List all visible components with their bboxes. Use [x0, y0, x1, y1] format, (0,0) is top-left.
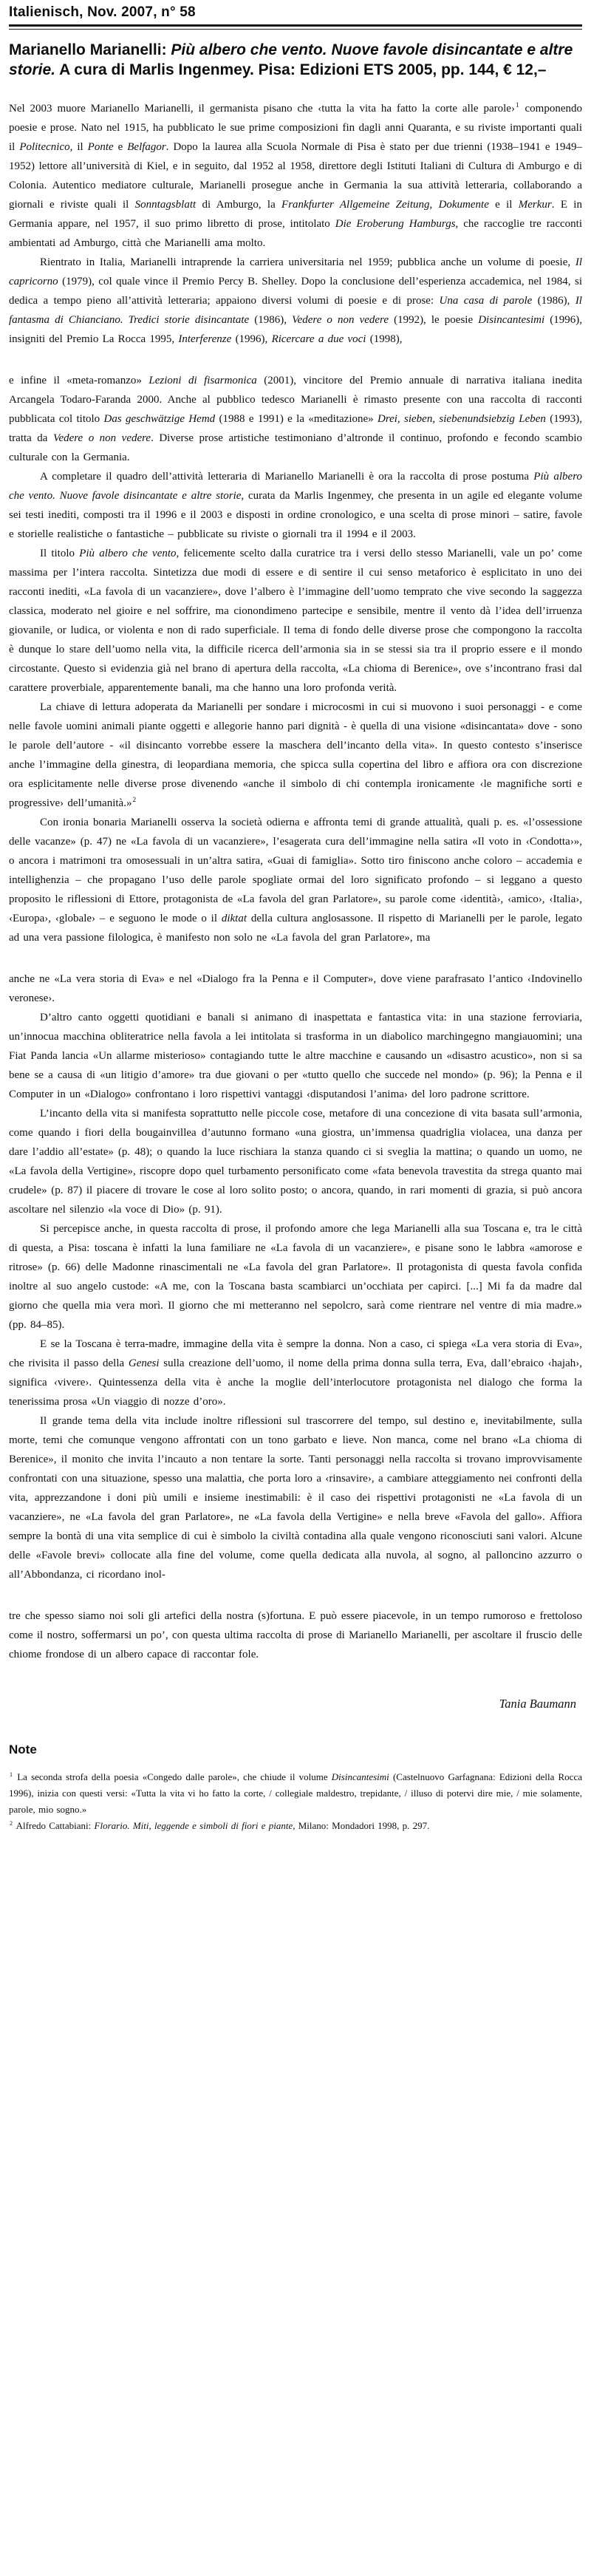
italic-text-run: Disincantesimi — [331, 1771, 389, 1782]
italic-text-run: Genesi — [128, 1357, 160, 1369]
paragraph — [9, 253, 582, 349]
text-run: Con ironia bonaria Marianelli osserva la società odierna e affronta temi di grande attualità, quali p. es. «l’ossessione delle vacanze» (p. 47) ne «La favola di un vacanziere», l’esagerata cura dell’immagine nella satira «Il voto in ‹Condotta›», o ancora i matrimoni tra omosessuali in un’altra satira, «Guai di famiglia». Sotto tiro finiscono anche coloro – accademia e intellighenzia – che propagano l’uso delle parole spogliate ormai del loro significato profondo – si leggano a questo proposito le riflessioni di Ettore, protagonista de «La favola del gran Parlatore», su parole come ‹identità›, ‹amico›, ‹Italia›, ‹Europa›, ‹globale› – e seguono le mode o il — [9, 817, 582, 924]
italic-text-run: Vedere o non vedere — [52, 432, 151, 444]
text-run: e — [113, 141, 128, 153]
text-run: . Dopo la laurea alla Scuola Normale di Pisa è stato per due trienni (1938–1941 e 1949–1952) lettore all’università di Kiel, e in seguito, dal 1952 al 1958, direttore degli Istituti Italiani di Cultura di Amburgo e di Colonia. Autentico mediatore culturale, Marianelli prosegue anche in Germania la sua attività letteraria, collaborando a giornali e riviste quali il — [9, 141, 582, 211]
footnotes — [9, 1769, 582, 1834]
italic-text-run: Lezioni di fisarmonica — [148, 375, 257, 386]
text-run: . E in Germania appare, nel 1957, il suo primo libretto di prose, intitolato — [9, 199, 582, 230]
text-run: , felicemente scelto dalla curatrice tra i versi dello stesso Marianelli, vale un po’ come massima per l’intera raccolta. Sintetizza due modi di essere e di sentire il cui senso metaforico è esplicitato in uno dei racconti inediti, «La favola di un vacanziere», dove l’albero è l’immagine dell’uomo temprato che vive secondo la saggezza classica, moderato nel gioire e nel soffrire, ma cionondimeno partecipe e sensibile, mentre il vento dà l’idea dell’irruenza giovanile, or ludica, or violenta e non di rado superficiale. Il tema di fondo delle diverse prose che compongono la raccolta è dunque lo stare dell’uomo nella vita, la difficile ricerca dell’armonia sia in se stessi sia tra il proprio essere e il mondo circostante. Questo si evidenzia già nel brano di apertura della raccolta, «La chioma di Berenice», ove s’incontrano frasi dal carattere proverbiale, apparentemente banali, ma che hanno una loro profonda verità. — [9, 548, 582, 694]
text-run: tre che spesso siamo noi soli gli artefici della nostra (s)fortuna. E può essere piacevole, in un tempo rumoroso e frettoloso come il nostro, soffermarsi un po’, con questa ultima raccolta di prose di Marianello Marianelli, per ascoltare il fruscio delle chiome frondose di un albero capace di raccontar fole. — [9, 1610, 582, 1660]
italic-text-run: Florario. Miti, leggende e simboli di fiori e piante — [94, 1820, 293, 1831]
italic-text-run: Più albero che vento. Nuove favole disincantate e altre storie — [9, 471, 582, 502]
text-run: L’incanto della vita si manifesta soprattutto nelle piccole cose, metafore di una concezione di vita basata sull’armonia, come quando i fiori della bougainvillea d’autunno formano «una giostra, un’immensa quadriglia violacea, una danza per dare l’addio all’estate» (p. 48); o quando la luce rischiara la stanza quando ci si sveglia la mattina; o quando un uomo, ne «La favola della Vertigine», riscopre dopo quel turbamento personificato come «fata benevola travestita da strega quanto mai crudele» (p. 87) il piacere di trovare le cose al loro solito posto; o ancora, quando, in rari momenti di grazia, si può ancora ascoltare nel silenzio «la voce di Dio» (p. 91). — [9, 1108, 582, 1216]
paragraph — [9, 1008, 582, 1104]
paragraph — [9, 1104, 582, 1219]
footnote-reference: 1 — [515, 102, 519, 109]
italic-text-run: Il fantasma di Chianciano. Tredici storie disincantate — [9, 295, 582, 326]
paragraph — [9, 698, 582, 813]
text-run: A completare il quadro dell’attività letteraria di Marianello Marianelli è ora la raccolta di prose postuma — [40, 471, 534, 483]
text-run: Il titolo — [40, 548, 80, 559]
text-run: della cultura anglosassone. Il rispetto di Marianelli per le parole, legato ad una vera passione filologica, è manifesto non solo ne «La favola del gran Parlatore», ma — [9, 913, 582, 944]
italic-text-run: Drei, sieben, siebenundsiebzig Leben — [377, 413, 546, 425]
italic-text-run: diktat — [221, 913, 247, 924]
footnote — [9, 1769, 582, 1818]
paragraph — [9, 1411, 582, 1584]
text-run: Rientrato in Italia, Marianelli intraprende la carriera universitaria nel 1959; pubblica anche un volume di poesie, — [40, 256, 575, 268]
italic-text-run: Il capricorno — [9, 256, 582, 287]
text-run: E se la Toscana è terra-madre, immagine della vita è sempre la donna. Non a caso, ci spiega «La vera storia di Eva», che rivisita il passo della — [9, 1338, 582, 1369]
italic-text-run: Ricercare a due voci — [271, 333, 366, 345]
footnote-reference: 1 — [10, 1771, 13, 1778]
text-run: D’altro canto oggetti quotidiani e banali si animano di inaspettata e fantastica vita: in una stazione ferroviaria, un’innocua macchina obliteratrice nella favola a lei intitolata si trasforma in un diabolico marchingegno mangiauomini; una Fiat Panda lancia «Un allarme misterioso» contagiando tutte le altre macchine e causando un «disastro acustico», non si sa bene se a causa di «un litigio d’amore» tra due giovani o per «tutto quello che succede nel mondo» (p. 96); la Penna e il Computer in un «Dialogo» confrontano i loro rispettivi vantaggi ‹disputandosi l’anima› del loro padrone scrittore. — [9, 1012, 582, 1100]
text-run: (1992), le poesie — [389, 314, 479, 326]
paragraph — [9, 1219, 582, 1335]
italic-text-run: Merkur — [518, 199, 552, 211]
italic-text-run: Interferenze — [178, 333, 232, 345]
text-run: La seconda strofa della poesia «Congedo dalle parole», che chiude il volume — [13, 1771, 332, 1782]
text-run: , Milano: Mondadori 1998, p. 297. — [293, 1820, 430, 1831]
text-run: , — [429, 199, 439, 211]
text-run: (1986), — [532, 295, 575, 307]
text-run: di Amburgo, la — [196, 199, 282, 211]
text-run: (1996), insigniti del Premio La Rocca 1995, — [9, 314, 582, 345]
paragraph — [9, 970, 582, 1008]
italic-text-run: Sonntagsblatt — [134, 199, 197, 211]
review-title — [9, 40, 582, 80]
text-run: (1998), — [366, 333, 403, 345]
paragraph — [9, 99, 582, 253]
text-run: (1993), tratta da — [9, 413, 583, 444]
header-rule — [9, 24, 582, 30]
text-run: (Castelnuovo Garfagnana: Edizioni della Rocca 1996), inizia con questi versi: «Tutta la vita vi ho fatto la corte, / collegiale maldestro, trepidante, / illuso di potervi dire mie, / mie solamente, parole, mio sogno.» — [9, 1771, 582, 1815]
text-run: Si percepisce anche, in questa raccolta di prose, il profondo amore che lega Marianelli alla sua Toscana e, tra le città di questa, a Pisa: toscana è infatti la luna familiare ne «La favola di un vacanziere», e pisane sono le labbra «amorose e ritrose» (p. 66) delle Madonne rinascimentali ne «La favola del gran Parlatore». Il protagonista di questa favola confida inoltre al suo angelo custode: «A me, con la Toscana basta scambiarci un’occhiata per capirci. [...] Mi fa da madre dal giorno che quella mia vera morì. Il giorno che mi metteranno nel sepolcro, sarà come rientrare nel ventre di mia madre.» (pp. 84–85). — [9, 1223, 582, 1331]
paragraph — [9, 1606, 582, 1664]
italic-text-run: Das geschwätzige Hemd — [103, 413, 216, 425]
italic-text-run: Vedere o non vedere — [292, 314, 389, 326]
title-work-segment: Più albero che vento. Nuove favole disincantate e altre storie. — [9, 41, 573, 78]
italic-text-run: Dokumente — [438, 199, 489, 211]
italic-text-run: Una casa di parole — [439, 295, 533, 307]
italic-text-run: Die Eroberung Hamburgs — [335, 218, 456, 230]
text-run: , il — [69, 141, 88, 153]
notes-heading: Note — [9, 1742, 37, 1756]
footnote-reference: 2 — [132, 797, 137, 804]
text-run: componendo poesie e prose. Nato nel 1915, ha pubblicato le sue prime composizioni fin dagli anni Quaranta, e su riviste importanti quali il — [9, 103, 582, 153]
text-run: (1988 e 1991) e la «meditazione» — [215, 413, 378, 425]
journal-header: Italienisch, Nov. 2007, n° 58 — [9, 4, 196, 20]
paragraph — [9, 467, 582, 544]
reviewer-signature: Tania Baumann — [499, 1697, 576, 1711]
text-run: (1986), — [249, 314, 293, 326]
text-run: , curata da Marlis Ingenmey, che presenta in un agile ed elegante volume sei testi inediti, composti tra il 1996 e il 2003 e disposti in ordine cronologico, e una scelta di prose minori – satire, favole e storielle realistiche o fantastiche – pubblicate su riviste o giornali tra il 1994 e il 2003. — [9, 490, 582, 540]
text-run: Alfredo Cattabiani: — [13, 1820, 95, 1831]
italic-text-run: Disincantesimi — [478, 314, 545, 326]
text-run: La chiave di lettura adoperata da Marianelli per sondare i microcosmi in cui si muovono i suoi personaggi - e come nelle favole uomini animali piante oggetti e allegorie hanno pari dignità - è quella di una visione «disincantata» dove - sono le parole dell’autore - «il disincanto vorrebbe essere la maschera dell’incanto della vita». In questo contesto s’inserisce anche l’immagine della ginestra, di leopardiana memoria, che spicca sulla copertina del libro e affiora ora con discrezione ora esplicitamente nelle diverse prose divenendo «anche il simbolo di chi contempla ironicamente ‹le magnifiche sorti e progressive› dell’umanità.» — [9, 701, 582, 809]
italic-text-run: Politecnico — [19, 141, 70, 153]
italic-text-run: Frankfurter Allgemeine Zeitung — [281, 199, 430, 211]
paragraph — [9, 371, 582, 467]
footnote-reference: 2 — [10, 1819, 13, 1827]
text-run: (1996), — [231, 333, 272, 345]
text-run: (1979), col quale vince il Premio Percy B. Shelley. Dopo la conclusione dell’esperienza accademica, nel 1984, si dedica a tempo pieno all’attività letteraria; appaiono diversi volumi di poesie e di prose: — [9, 276, 582, 307]
paragraph — [9, 544, 582, 698]
footnote — [9, 1818, 582, 1834]
title-author-segment: Marianello Marianelli: — [9, 41, 171, 58]
text-run: Il grande tema della vita include inoltre riflessioni sul trascorrere del tempo, sul destino e, inevitabilmente, sulla morte, temi che comunque vengono affrontati con un tono garbato e lieve. Non manca, come nel brano «La chioma di Berenice», il monito che invita l’incauto a non tentare la sorte. Tanti personaggi nella raccolta si trovano improvvisamente confrontati con una situazione, spesso una malattia, che porta loro a ‹rinsavire›, a cambiare atteggiamento nei confronti della vita, apprezzandone i doni più umili e insieme inestimabili: è il caso dei rispettivi protagonisti ne «La favola di un vacanziere», ne «La favola del gran Parlatore», ne «La favola della Vertigine» e nella breve «Favola del gallo». Affiora sempre la bontà di una vita semplice di cui è simbolo la civiltà contadina alla quale vengono riconosciuti sani valori. Alcune delle «Favole brevi» collocate alla fine del volume, come quella dedicata alla nuvola, al sogno, al palloncino azzurro o all’Abbondanza, ci ricordano inol- — [9, 1415, 582, 1581]
text-run: , che raccoglie tre racconti ambientati ad Amburgo, città che Marianelli ama molto. — [9, 218, 582, 249]
text-run: e il — [488, 199, 519, 211]
text-run: anche ne «La vera storia di Eva» e nel «Dialogo fra la Penna e il Computer», dove viene parafrasato l’antico ‹Indovinello veronese›. — [9, 973, 582, 1004]
text-run: (2001), vincitore del Premio annuale di narrativa italiana inedita Arcangela Todaro-Faranda 2000. Anche al pubblico tedesco Marianelli è rimasto presente con una raccolta di racconti pubblicata col titolo — [9, 375, 582, 425]
text-run: sulla creazione dell’uomo, il nome della prima donna sulla terra, Eva, dall’ebraico ‹hajah›, significa ‹vivere›. Quintessenza della vita è anche la moglie dell’interlocutore protagonista nel dialogo che forma la tenerissima prosa «Un viaggio di nozze d’oro». — [9, 1357, 582, 1408]
italic-text-run: Belfagor — [127, 141, 166, 153]
text-run: e infine il «meta-romanzo» — [9, 375, 149, 386]
paragraph — [9, 813, 582, 947]
italic-text-run: Più albero che vento — [79, 548, 177, 559]
italic-text-run: Ponte — [87, 141, 114, 153]
title-publisher-segment: A cura di Marlis Ingenmey. Pisa: Edizioni ETS 2005, pp. 144, € 12,– — [55, 61, 547, 78]
paragraph — [9, 1335, 582, 1411]
review-body — [9, 99, 582, 1664]
text-run: Nel 2003 muore Marianello Marianelli, il germanista pisano che ‹tutta la vita ha fatto la corte alle parole› — [9, 103, 515, 115]
text-run: . Diverse prose artistiche testimoniano d’altronde il continuo, profondo e fecondo scambio culturale con la Germania. — [9, 432, 582, 463]
